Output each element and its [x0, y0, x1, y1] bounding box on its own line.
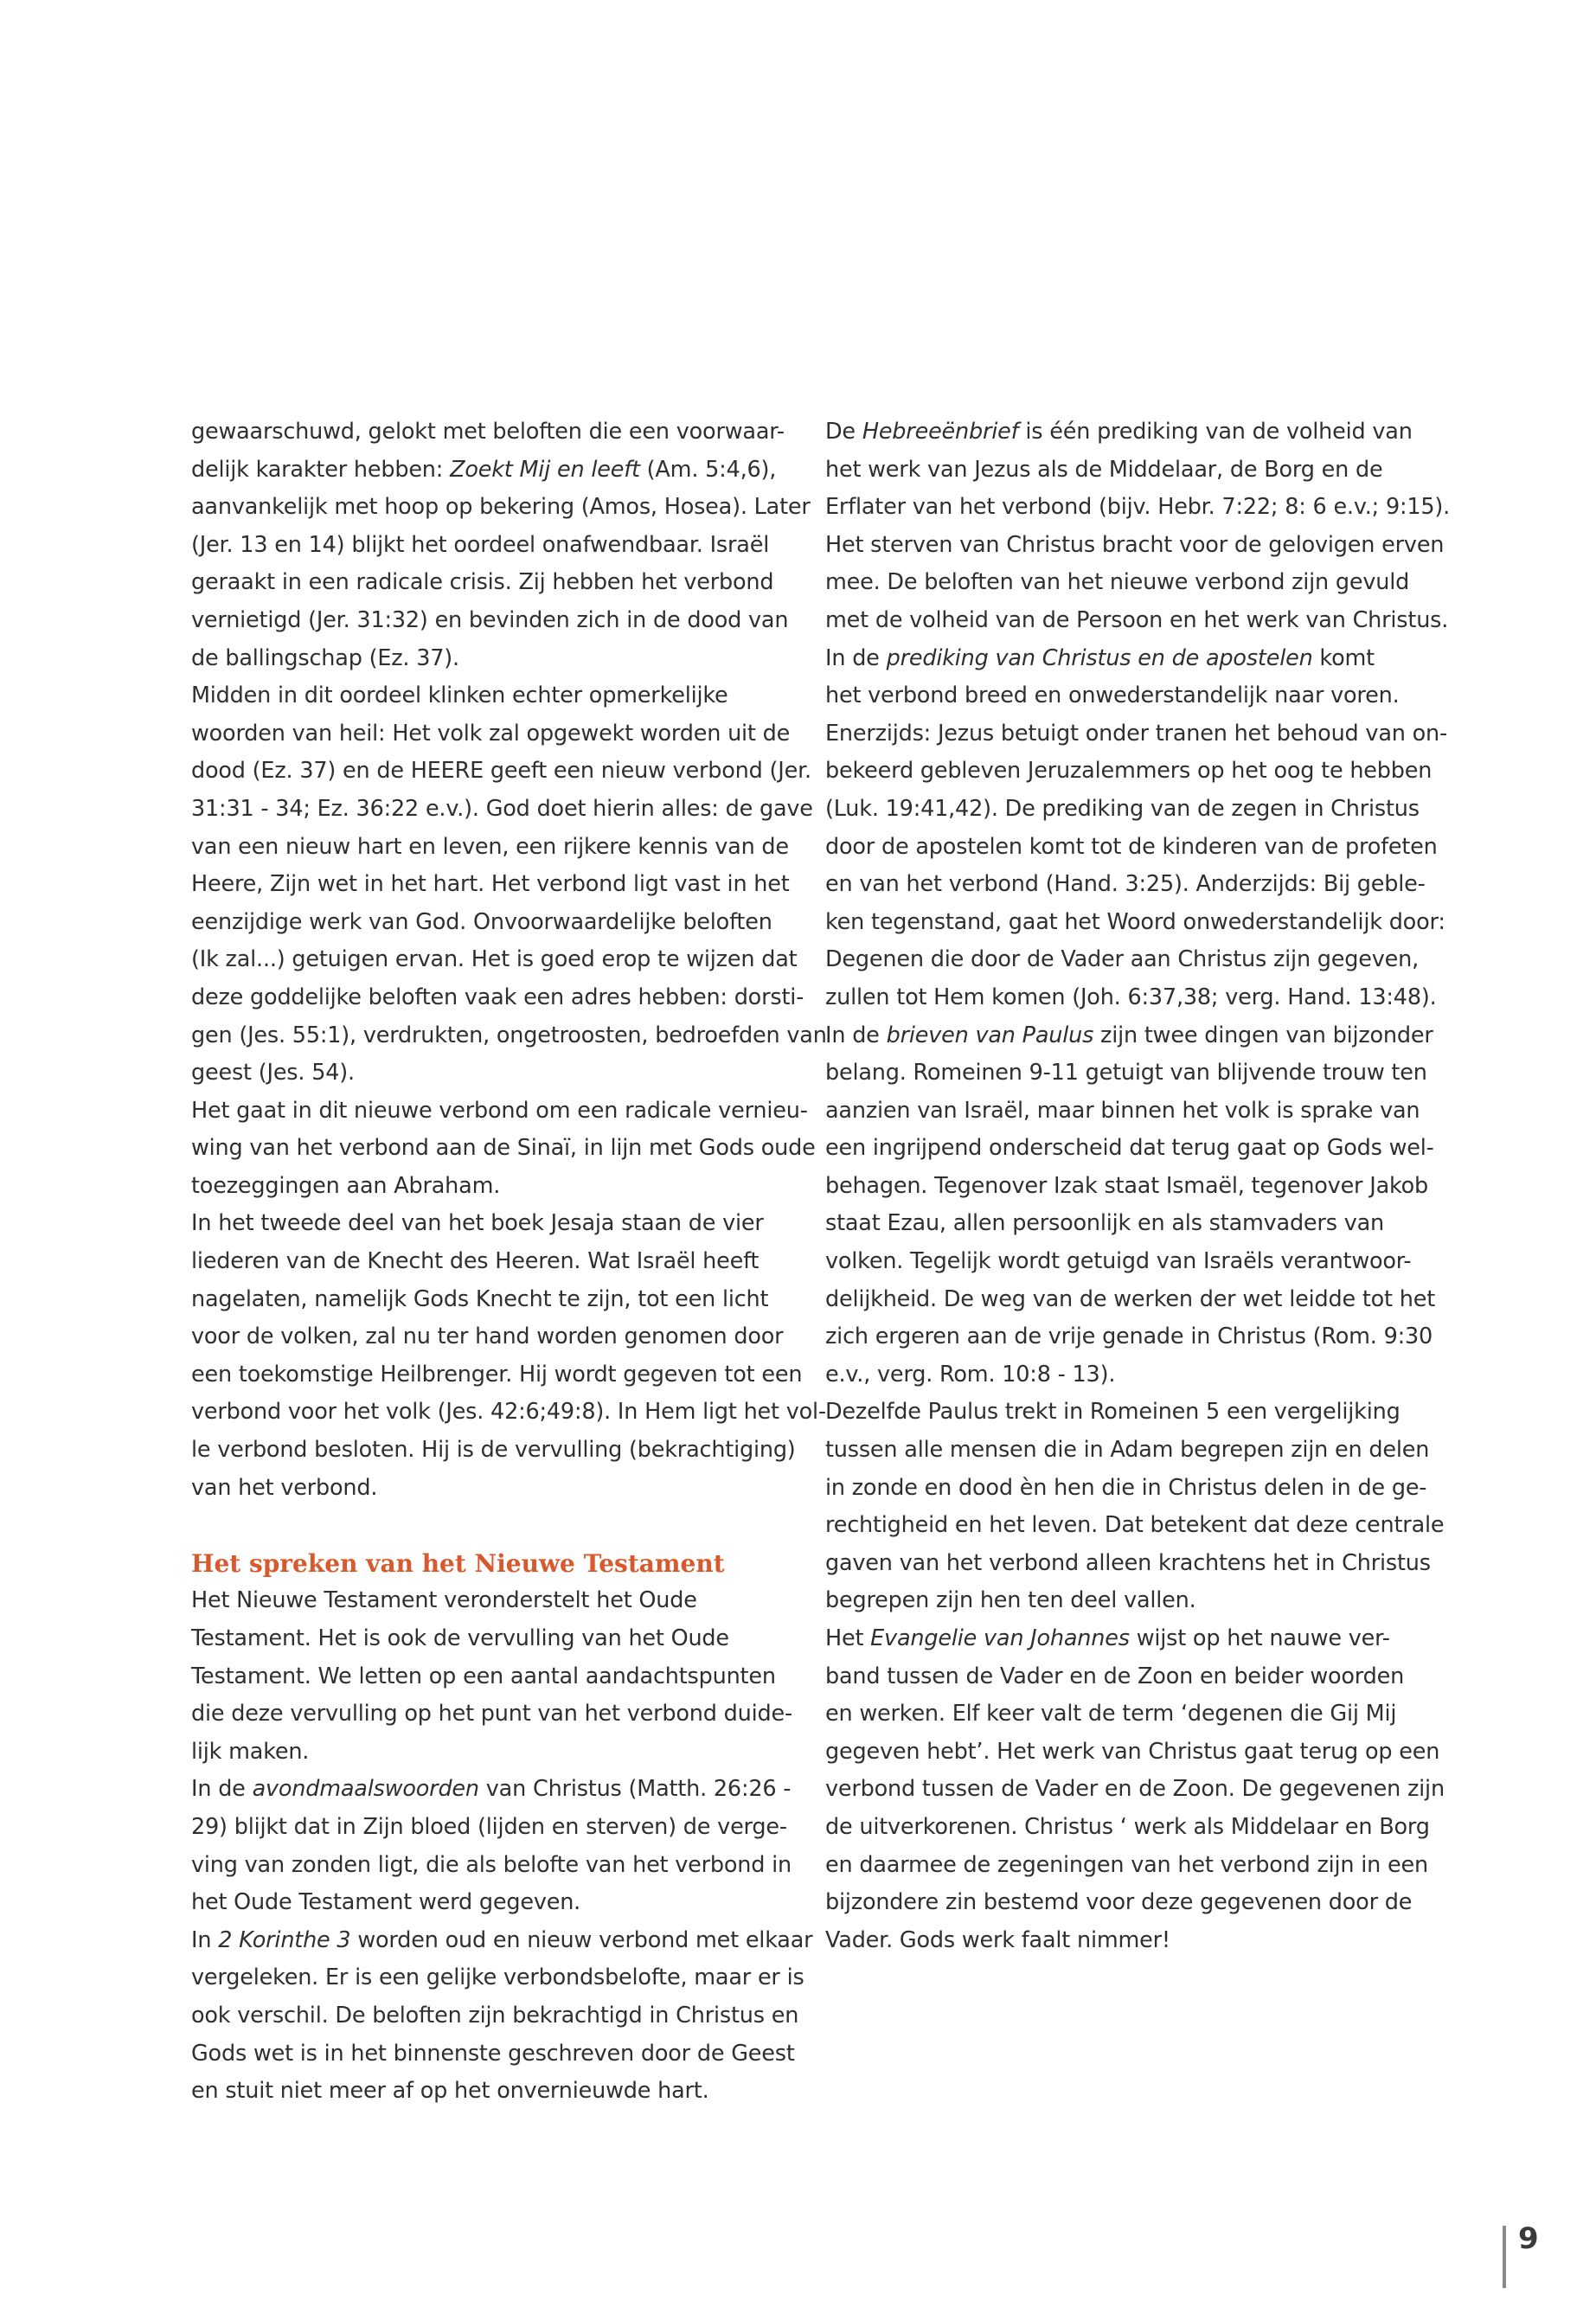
text-line: (Jer. 13 en 14) blijkt het oordeel onafwendbaar. Israël: [191, 531, 770, 558]
page-number: 9: [1518, 2221, 1539, 2256]
text-line: en daarmee de zegeningen van het verbond zijn in een: [825, 1851, 1428, 1878]
right-column: [825, 413, 1451, 1959]
text-line: Heere, Zijn wet in het hart. Het verbond ligt vast in het: [191, 871, 790, 898]
text-line: Dezelfde Paulus trekt in Romeinen 5 een vergelijking: [825, 1399, 1401, 1426]
text-line: aanvankelijk met hoop op bekering (Amos, Hosea). Later: [191, 494, 811, 521]
text-line: in zonde en dood èn hen die in Christus delen in de ge-: [825, 1474, 1427, 1501]
text-line: en stuit niet meer af op het onvernieuwde hart.: [191, 2078, 709, 2105]
text-line: Testament. We letten op een aantal aandachtspunten: [191, 1663, 776, 1689]
text-line: ook verschil. De beloften zijn bekrachtigd in Christus en: [191, 2002, 799, 2029]
text-line: eenzijdige werk van God. Onvoorwaardelijke beloften: [191, 908, 772, 935]
text-line: lijk maken.: [191, 1738, 310, 1765]
text-line: In het tweede deel van het boek Jesaja staan de vier: [191, 1210, 764, 1237]
left-block-c: [191, 1582, 792, 1771]
text-line: 31:31 - 34; Ez. 36:22 e.v.). God doet hierin alles: de gave: [191, 795, 813, 822]
text-line: bekeerd gebleven Jeruzalemmers op het oog te hebben: [825, 758, 1433, 785]
text-line: met de volheid van de Persoon en het werk van Christus.: [825, 606, 1449, 633]
text-line: verbond tussen de Vader en de Zoon. De gegevenen zijn: [825, 1776, 1445, 1803]
text-line: het verbond breed en onwederstandelijk naar voren.: [825, 683, 1400, 709]
text-line: wing van het verbond aan de Sinaï, in lijn met Gods oude: [191, 1135, 816, 1162]
right-block-d: [825, 1658, 1445, 1960]
text-line: Het gaat in dit nieuwe verbond om een radicale vernieu-: [191, 1097, 808, 1124]
text-line: In de brieven van Paulus zijn twee dingen van bijzonder: [825, 1022, 1433, 1048]
text-line: van een nieuw hart en leven, een rijkere kennis van de: [191, 833, 789, 860]
text-line: Midden in dit oordeel klinken echter opmerkelijke: [191, 683, 728, 709]
text-line: delijk karakter hebben: Zoekt Mij en leeft (Am. 5:4,6),: [191, 456, 777, 483]
text-line: van het verbond.: [191, 1474, 378, 1501]
left-column: [191, 413, 827, 2111]
text-line: geraakt in een radicale crisis. Zij hebben het verbond: [191, 569, 774, 596]
text-line: de ballingschap (Ez. 37).: [191, 644, 459, 671]
text-line: het Oude Testament werd gegeven.: [191, 1889, 581, 1916]
text-line: In de prediking van Christus en de apostelen komt: [825, 644, 1375, 671]
text-line: Testament. Het is ook de vervulling van het Oude: [191, 1625, 729, 1651]
text-line: Vader. Gods werk faalt nimmer!: [825, 1926, 1170, 1953]
text-line: bijzondere zin bestemd voor deze gegevenen door de: [825, 1889, 1413, 1916]
text-line: dood (Ez. 37) en de HEERE geeft een nieuw verbond (Jer.: [191, 758, 811, 785]
text-line: door de apostelen komt tot de kinderen van de profeten: [825, 833, 1438, 860]
text-line: staat Ezau, allen persoonlijk en als stamvaders van: [825, 1210, 1384, 1237]
text-line: mee. De beloften van het nieuwe verbond zijn gevuld: [825, 569, 1410, 596]
text-line: De Hebreeënbrief is één prediking van de volheid van: [825, 419, 1413, 445]
text-line: Gods wet is in het binnenste geschreven door de Geest: [191, 2040, 795, 2067]
text-line: 29) blijkt dat in Zijn bloed (lijden en sterven) de verge-: [191, 1813, 787, 1840]
right-block-c: [825, 1054, 1445, 1620]
right-block-b: [825, 677, 1447, 1016]
text-line: volken. Tegelijk wordt getuigd van Israëls verantwoor-: [825, 1248, 1412, 1275]
text-line: le verbond besloten. Hij is de vervulling (bekrachtiging): [191, 1437, 796, 1464]
text-line: een toekomstige Heilbrenger. Hij wordt gegeven tot een: [191, 1361, 803, 1388]
text-line: In de avondmaalswoorden van Christus (Matth. 26:26 -: [191, 1776, 792, 1803]
text-line: woorden van heil: Het volk zal opgewekt worden uit de: [191, 720, 791, 747]
text-line: en van het verbond (Hand. 3:25). Anderzijds: Bij geble-: [825, 871, 1426, 898]
left-block-a: [191, 413, 788, 452]
right-block-a: [825, 452, 1451, 640]
text-line: liederen van de Knecht des Heeren. Wat Israël heeft: [191, 1248, 760, 1275]
text-line: e.v., verg. Rom. 10:8 - 13).: [825, 1361, 1116, 1388]
text-line: Het Nieuwe Testament veronderstelt het Oude: [191, 1587, 697, 1614]
text-line: nagelaten, namelijk Gods Knecht te zijn, tot een licht: [191, 1285, 769, 1312]
text-line: gewaarschuwd, gelokt met beloften die een voorwaar-: [191, 419, 785, 445]
text-line: vernietigd (Jer. 31:32) en bevinden zich in de dood van: [191, 606, 789, 633]
text-line: begrepen zijn hen ten deel vallen.: [825, 1587, 1196, 1614]
text-line: gegeven hebt’. Het werk van Christus gaat terug op een: [825, 1738, 1440, 1765]
text-line: deze goddelijke beloften vaak een adres hebben: dorsti-: [191, 984, 804, 1010]
text-line: gaven van het verbond alleen krachtens het in Christus: [825, 1549, 1431, 1576]
text-line: Het Evangelie van Johannes wijst op het nauwe ver-: [825, 1625, 1390, 1651]
text-line: vergeleken. Er is een gelijke verbondsbelofte, maar er is: [191, 1965, 804, 1991]
text-line: Erflater van het verbond (bijv. Hebr. 7:22; 8: 6 e.v.; 9:15).: [825, 494, 1451, 521]
text-line: die deze vervulling op het punt van het verbond duide-: [191, 1701, 792, 1727]
text-line: Het sterven van Christus bracht voor de gelovigen erven: [825, 531, 1445, 558]
section-heading: Het spreken van het Nieuwe Testament: [191, 1548, 725, 1578]
text-line: voor de volken, zal nu ter hand worden genomen door: [191, 1324, 784, 1350]
text-line: In 2 Korinthe 3 worden oud en nieuw verbond met elkaar: [191, 1926, 813, 1953]
text-line: geest (Jes. 54).: [191, 1060, 355, 1086]
text-line: belang. Romeinen 9-11 getuigt van blijvende trouw ten: [825, 1060, 1427, 1086]
text-line: zich ergeren aan de vrije genade in Christus (Rom. 9:30: [825, 1324, 1433, 1350]
text-line: Enerzijds: Jezus betuigt onder tranen het behoud van on-: [825, 720, 1447, 747]
text-line: band tussen de Vader en de Zoon en beider woorden: [825, 1663, 1405, 1689]
text-line: ken tegenstand, gaat het Woord onwederstandelijk door:: [825, 908, 1445, 935]
text-line: zullen tot Hem komen (Joh. 6:37,38; verg. Hand. 13:48).: [825, 984, 1437, 1010]
text-line: delijkheid. De weg van de werken der wet leidde tot het: [825, 1285, 1435, 1312]
text-line: toezeggingen aan Abraham.: [191, 1172, 501, 1199]
text-line: Degenen die door de Vader aan Christus zijn gegeven,: [825, 946, 1420, 973]
text-line: aanzien van Israël, maar binnen het volk is sprake van: [825, 1097, 1420, 1124]
text-line: behagen. Tegenover Izak staat Ismaël, tegenover Jakob: [825, 1172, 1429, 1199]
text-line: tussen alle mensen die in Adam begrepen zijn en delen: [825, 1437, 1430, 1464]
text-line: (Luk. 19:41,42). De prediking van de zegen in Christus: [825, 795, 1420, 822]
text-line: een ingrijpend onderscheid dat terug gaat op Gods wel-: [825, 1135, 1434, 1162]
left-block-d: [191, 1809, 792, 1922]
text-line: ving van zonden ligt, die als belofte van het verbond in: [191, 1851, 792, 1878]
text-line: en werken. Elf keer valt de term ‘degenen die Gij Mij: [825, 1701, 1397, 1727]
left-block-e: [191, 1959, 804, 2110]
text-line: het werk van Jezus als de Middelaar, de Borg en de: [825, 456, 1383, 483]
left-block-b: [191, 489, 827, 1507]
text-line: rechtigheid en het leven. Dat betekent dat deze centrale: [825, 1512, 1445, 1539]
page-number-rule: [1503, 2226, 1506, 2288]
text-line: (Ik zal...) getuigen ervan. Het is goed erop te wijzen dat: [191, 946, 798, 973]
text-line: de uitverkorenen. Christus ‘ werk als Middelaar en Borg: [825, 1813, 1430, 1840]
text-line: verbond voor het volk (Jes. 42:6;49:8). In Hem ligt het vol-: [191, 1399, 826, 1426]
text-line: gen (Jes. 55:1), verdrukten, ongetroosten, bedroefden van: [191, 1022, 827, 1048]
